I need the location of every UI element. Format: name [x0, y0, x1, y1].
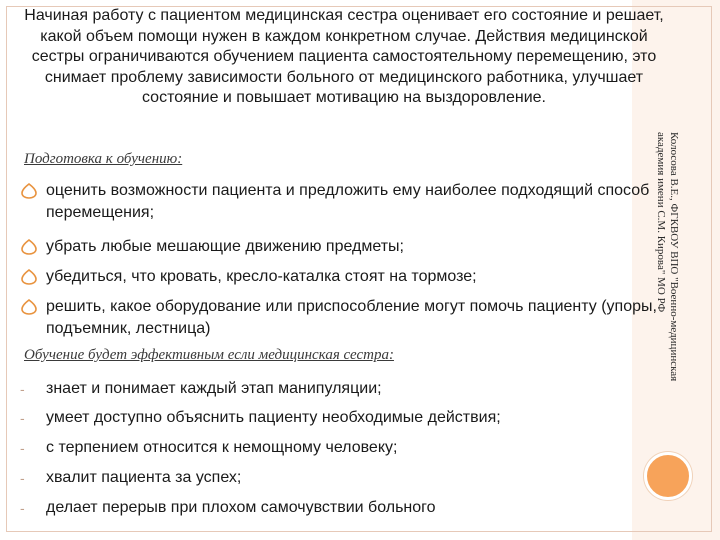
effective-heading: Обучение будет эффективным если медицинская сестра:: [24, 347, 394, 363]
list-item: [20, 266, 660, 288]
list-item-text: убрать любые мешающие движению предметы;: [46, 238, 404, 255]
list-item-text: хвалит пациента за успех;: [46, 469, 242, 486]
list-item: [20, 407, 640, 429]
bullet-icon: [20, 182, 38, 200]
dash-marker: -: [20, 440, 25, 456]
preparation-heading: Подготовка к обучению:: [24, 151, 183, 167]
dash-marker: -: [20, 410, 25, 426]
list-item: [20, 467, 640, 489]
dash-marker: -: [20, 500, 25, 516]
list-item: [20, 437, 640, 459]
sidebar-author-credit: [654, 132, 680, 432]
dash-marker: -: [20, 470, 25, 486]
list-item-text: умеет доступно объяснить пациенту необходимые действия;: [46, 409, 501, 426]
list-item: [20, 180, 660, 224]
sidebar-credit-line: академия имени С.М. Кирова" МО РФ: [655, 132, 668, 313]
list-item-text: с терпением относится к немощному человеку;: [46, 439, 398, 456]
list-item-text: решить, какое оборудование или приспособление могут помочь пациенту (упоры, подъемник, лестница): [46, 298, 657, 337]
list-item: [20, 236, 660, 258]
bullet-icon: [20, 238, 38, 256]
list-item-text: убедиться, что кровать, кресло-каталка стоят на тормозе;: [46, 268, 477, 285]
dash-marker: -: [20, 381, 25, 397]
bullet-icon: [20, 298, 38, 316]
list-item-text: знает и понимает каждый этап манипуляции;: [46, 380, 382, 397]
decorative-circle: [644, 452, 692, 500]
list-item-text: оценить возможности пациента и предложить ему наиболее подходящий способ перемещения;: [46, 182, 650, 221]
list-item: [20, 296, 660, 340]
intro-paragraph: Начиная работу с пациентом медицинская сестра оценивает его состояние и решает, какой объем помощи нужен в каждом конкретном случае. Действия медицинской сестры ограничиваются обучением пациента самостоятельному перемещению, это снимает проблему зависимости больного от медицинского работника, улучшает состояние и повышает мотивацию на выздоровление.: [24, 7, 664, 107]
bullet-icon: [20, 268, 38, 286]
list-item: [20, 497, 640, 519]
list-item-text: делает перерыв при плохом самочувствии больного: [46, 499, 436, 516]
sidebar-credit-line: Колосова В.Е., ФГКВОУ ВПО "Военно-медицинская: [668, 132, 680, 382]
list-item: [20, 378, 640, 400]
